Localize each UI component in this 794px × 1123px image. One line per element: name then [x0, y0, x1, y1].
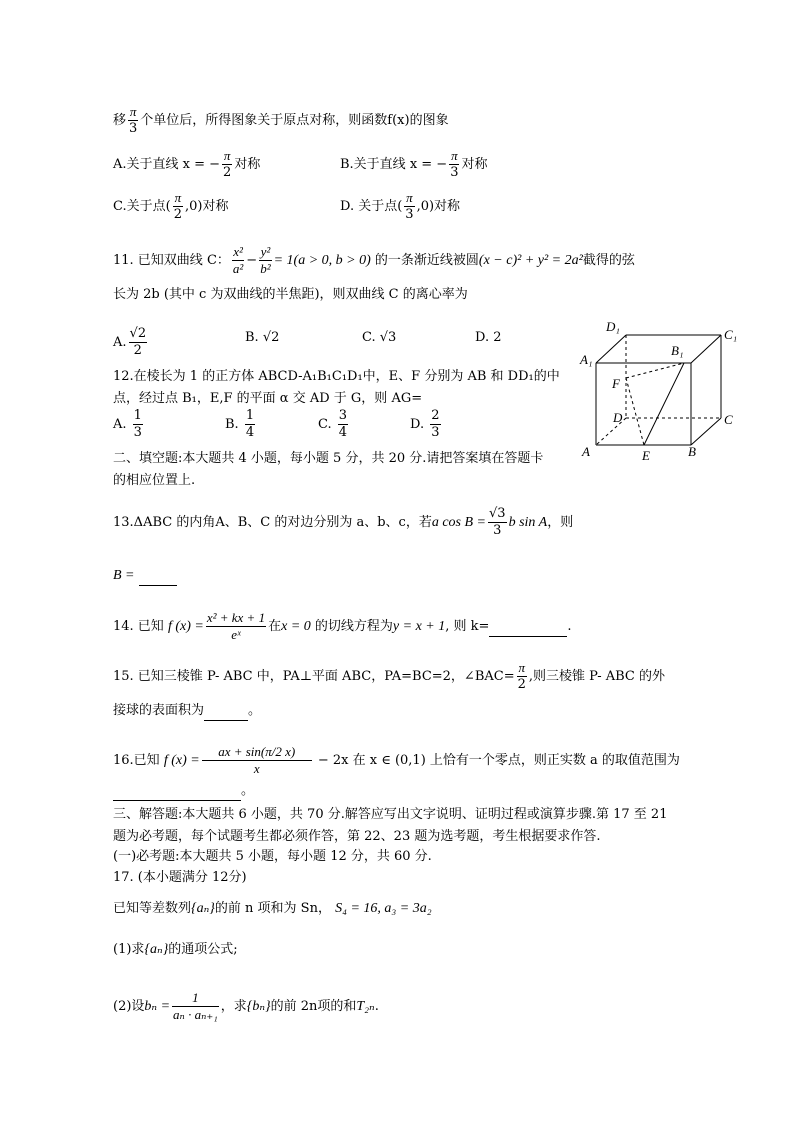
q16-line1: 16.已知 f (x) = $\frac{ax + \sin(\pi/2 x)}{x}$ − 2x 在 x ∈ (0,1) 上恰有一个零点，则正实数 a 的取值范围为: [113, 744, 680, 776]
section3-line3: (一)必考题:本大题共 5 小题，每小题 12 分，共 60 分.: [113, 849, 432, 864]
label-b: B: [688, 444, 696, 459]
cube-figure: [576, 318, 741, 464]
label-c1: C₁: [724, 327, 738, 342]
q15-blank[interactable]: [204, 702, 248, 721]
q14-blank[interactable]: [489, 618, 567, 637]
label-d: D: [613, 410, 623, 425]
edge-a1d1: [596, 335, 626, 363]
edge-b1c1: [691, 335, 721, 363]
q12-option-a: A. $\frac{1}{3}$: [113, 408, 142, 440]
label-a1: A₁: [580, 352, 593, 367]
q10-text-b: 个单位后，所得图象关于原点对称，则函数f(x)的图象: [140, 113, 449, 128]
q11-option-d: D. 2: [475, 330, 502, 345]
q10-fraction: $\frac{\pi}{3}$: [129, 104, 138, 136]
segment-fe: [626, 378, 644, 445]
q16-blank[interactable]: [113, 782, 241, 801]
q10-text-a: 移: [113, 113, 127, 128]
q10-option-a: A.关于直线 x = − $\frac{\pi}{2}$ 对称: [113, 148, 261, 180]
q12-line1: 12.在棱长为 1 的正方体 ABCD-A₁B₁C₁D₁中，E、F 分别为 AB 和 DD₁的中: [113, 369, 560, 384]
edge-bc: [691, 418, 721, 445]
q15-line2: 接球的表面积为 。: [113, 702, 261, 721]
segment-fb1: [626, 363, 684, 378]
label-f: F: [612, 376, 620, 391]
q13-line1: 13.ΔABC 的内角A、B、C 的对边分别为 a、b、c，若a cos B = $\frac{√3}{3}$ b sin A，则: [113, 506, 574, 538]
q17-title: 17. (本小题满分 12分): [113, 870, 247, 885]
q10-line1: [113, 104, 449, 137]
q14-line: 14. 已知 f (x) = $\frac{\text{x² + kx + 1}}{\text{eˣ}}$ 在x = 0 的切线方程为y = x + 1, 则 k= .: [113, 610, 572, 642]
q15-line1: 15. 已知三棱锥 P- ABC 中，PA⊥平面 ABC，PA=BC=2，∠BAC= $\frac{\pi}{2}$ ,则三棱锥 P- ABC 的外: [113, 660, 665, 692]
q11-option-b: B. √2: [245, 330, 280, 345]
q11-line1: 11. 已知双曲线 C： $\frac{\text{x²}}{\text{a²}}$ − $\frac{\text{y²}}{\text{b²}}$ = 1(a > 0, b > 0) 的一条渐近线被圆(x − c)² + y² = 2a²截得的弦: [113, 244, 635, 276]
q12-option-d: D. $\frac{2}{3}$: [410, 408, 440, 440]
section3-line1: 三、解答题:本大题共 6 小题，共 70 分.解答应写出文字说明、证明过程或演算步骤.第 17 至 21: [113, 807, 668, 822]
label-a: A: [582, 444, 590, 459]
label-d1: D₁: [606, 319, 620, 334]
section2-line1: 二、填空题:本大题共 4 小题，每小题 5 分，共 20 分.请把答案填在答题卡: [113, 451, 544, 466]
q12-option-b: B. $\frac{1}{4}$: [225, 408, 255, 440]
q11-option-c: C. √3: [362, 330, 397, 345]
q16-line2: 。: [113, 782, 254, 801]
label-e: E: [642, 448, 650, 463]
q17-part1: (1)求{aₙ}的通项公式;: [113, 942, 238, 957]
q13-answer: B =: [113, 567, 177, 586]
section2-line2: 的相应位置上.: [113, 473, 196, 488]
q17-line1: 已知等差数列{aₙ}的前 n 项和为 Sn， S₄ = 16, a₃ = 3a₂: [113, 901, 432, 916]
q13-blank[interactable]: [139, 567, 177, 586]
q10-option-c: C.关于点( $\frac{\pi}{2}$ ,0)对称: [113, 190, 229, 222]
q11-line2: 长为 2b (其中 c 为双曲线的半焦距)，则双曲线 C 的离心率为: [113, 287, 468, 302]
q11-option-a: A. $\frac{√2}{2}$: [113, 326, 147, 358]
segment-eb1: [644, 363, 684, 445]
q10-option-b: B.关于直线 x = − $\frac{\pi}{3}$ 对称: [340, 148, 488, 180]
q12-line2: 点，经过点 B₁，E,F 的平面 α 交 AD 于 G，则 AG=: [113, 391, 423, 406]
section3-line2: 题为必考题，每个试题考生都必须作答，第 22、23 题为选考题，考生根据要求作答.: [113, 829, 601, 844]
q12-option-c: C. $\frac{3}{4}$: [318, 408, 348, 440]
label-b1: B₁: [671, 343, 684, 358]
q17-part2: (2)设bₙ = $\frac{1}{\text{aₙ · aₙ₊₁}}$ ，求{bₙ}的前 2n项的和T₂ₙ.: [113, 990, 379, 1022]
label-c: C: [724, 412, 733, 427]
q10-option-d: D. 关于点( $\frac{\pi}{3}$ ,0)对称: [340, 190, 461, 222]
